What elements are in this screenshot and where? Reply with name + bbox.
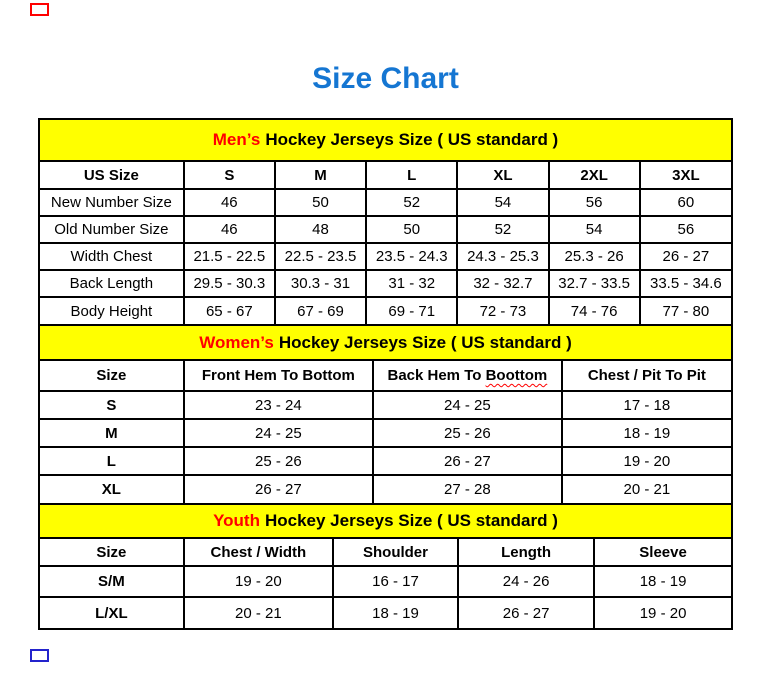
- youth-size-table: [40, 539, 731, 628]
- column-header: Sleeve: [594, 539, 731, 566]
- womens-band-highlight: Women’s: [199, 332, 274, 352]
- row-label: XL: [40, 475, 184, 503]
- row-label: S/M: [40, 566, 184, 597]
- column-header: 3XL: [640, 162, 731, 189]
- table-cell: 74 - 76: [549, 297, 640, 324]
- table-cell: 23 - 24: [184, 391, 373, 419]
- table-row: [40, 243, 731, 270]
- table-cell: 72 - 73: [457, 297, 548, 324]
- table-cell: 69 - 71: [366, 297, 457, 324]
- womens-band-text: Hockey Jerseys Size ( US standard ): [278, 332, 572, 352]
- table-cell: 65 - 67: [184, 297, 275, 324]
- table-cell: 31 - 32: [366, 270, 457, 297]
- table-cell: 52: [366, 189, 457, 216]
- table-cell: 50: [275, 189, 366, 216]
- table-cell: 54: [549, 216, 640, 243]
- table-row: [40, 447, 731, 475]
- column-header: Size: [40, 539, 184, 566]
- column-header: Shoulder: [333, 539, 458, 566]
- table-cell: 25 - 26: [373, 419, 562, 447]
- column-header-text: Back Hem To: [387, 367, 486, 384]
- column-header: L: [366, 162, 457, 189]
- table-cell: 21.5 - 22.5: [184, 243, 275, 270]
- table-cell: 24 - 25: [373, 391, 562, 419]
- table-cell: 19 - 20: [562, 447, 731, 475]
- column-header: XL: [457, 162, 548, 189]
- table-cell: 46: [184, 189, 275, 216]
- row-label: L: [40, 447, 184, 475]
- misspelled-word: Boottom: [485, 367, 548, 384]
- table-row: [40, 297, 731, 324]
- table-cell: 20 - 21: [184, 597, 333, 628]
- row-label: Body Height: [40, 297, 184, 324]
- table-row: [40, 189, 731, 216]
- table-cell: 48: [275, 216, 366, 243]
- table-cell: 26 - 27: [373, 447, 562, 475]
- table-cell: 56: [640, 216, 731, 243]
- youth-band-text: Hockey Jerseys Size ( US standard ): [264, 511, 558, 530]
- womens-header-row: [40, 361, 731, 391]
- table-cell: 56: [549, 189, 640, 216]
- table-cell: 46: [184, 216, 275, 243]
- table-cell: 26 - 27: [458, 597, 594, 628]
- table-cell: 60: [640, 189, 731, 216]
- table-cell: 77 - 80: [640, 297, 731, 324]
- table-row: [40, 216, 731, 243]
- column-header: Front Hem To Bottom: [184, 361, 373, 391]
- table-cell: 54: [457, 189, 548, 216]
- row-label: Old Number Size: [40, 216, 184, 243]
- column-header: Chest / Pit To Pit: [562, 361, 731, 391]
- table-cell: 18 - 19: [562, 419, 731, 447]
- page-title: Size Chart: [312, 62, 459, 95]
- row-label: S: [40, 391, 184, 419]
- table-cell: 16 - 17: [333, 566, 458, 597]
- youth-header-row: [40, 539, 731, 566]
- mens-section-band: [40, 120, 731, 162]
- red-corner-mark: [30, 3, 49, 16]
- row-label: Back Length: [40, 270, 184, 297]
- table-cell: 29.5 - 30.3: [184, 270, 275, 297]
- table-cell: 32.7 - 33.5: [549, 270, 640, 297]
- table-cell: 26 - 27: [184, 475, 373, 503]
- mens-size-table: [40, 162, 731, 324]
- table-cell: 52: [457, 216, 548, 243]
- table-cell: 27 - 28: [373, 475, 562, 503]
- table-cell: 50: [366, 216, 457, 243]
- column-header: US Size: [40, 162, 184, 189]
- mens-band-text: Hockey Jerseys Size ( US standard ): [265, 130, 559, 149]
- table-cell: 25.3 - 26: [549, 243, 640, 270]
- column-header: Chest / Width: [184, 539, 333, 566]
- row-label: M: [40, 419, 184, 447]
- table-cell: 19 - 20: [594, 597, 731, 628]
- table-row: [40, 270, 731, 297]
- column-header: M: [275, 162, 366, 189]
- table-row: [40, 419, 731, 447]
- table-cell: 20 - 21: [562, 475, 731, 503]
- table-cell: 24.3 - 25.3: [457, 243, 548, 270]
- womens-size-table: [40, 361, 731, 503]
- table-cell: 33.5 - 34.6: [640, 270, 731, 297]
- size-chart-block: [38, 118, 733, 630]
- youth-band-highlight: Youth: [213, 511, 260, 530]
- table-row: [40, 597, 731, 628]
- row-label: L/XL: [40, 597, 184, 628]
- mens-header-row: [40, 162, 731, 189]
- table-cell: 22.5 - 23.5: [275, 243, 366, 270]
- column-header: [373, 361, 562, 391]
- row-label: New Number Size: [40, 189, 184, 216]
- table-cell: 26 - 27: [640, 243, 731, 270]
- column-header: Length: [458, 539, 594, 566]
- column-header: S: [184, 162, 275, 189]
- table-cell: 30.3 - 31: [275, 270, 366, 297]
- mens-band-highlight: Men’s: [212, 130, 261, 149]
- youth-section-band: [40, 503, 731, 539]
- womens-section-band: [40, 324, 731, 361]
- table-cell: 32 - 32.7: [457, 270, 548, 297]
- table-row: [40, 566, 731, 597]
- table-cell: 24 - 26: [458, 566, 594, 597]
- column-header: Size: [40, 361, 184, 391]
- blue-corner-mark: [30, 649, 49, 662]
- table-cell: 25 - 26: [184, 447, 373, 475]
- table-row: [40, 391, 731, 419]
- table-cell: 19 - 20: [184, 566, 333, 597]
- table-cell: 24 - 25: [184, 419, 373, 447]
- table-cell: 18 - 19: [594, 566, 731, 597]
- column-header: 2XL: [549, 162, 640, 189]
- row-label: Width Chest: [40, 243, 184, 270]
- table-row: [40, 475, 731, 503]
- table-cell: 67 - 69: [275, 297, 366, 324]
- table-cell: 23.5 - 24.3: [366, 243, 457, 270]
- table-cell: 18 - 19: [333, 597, 458, 628]
- table-cell: 17 - 18: [562, 391, 731, 419]
